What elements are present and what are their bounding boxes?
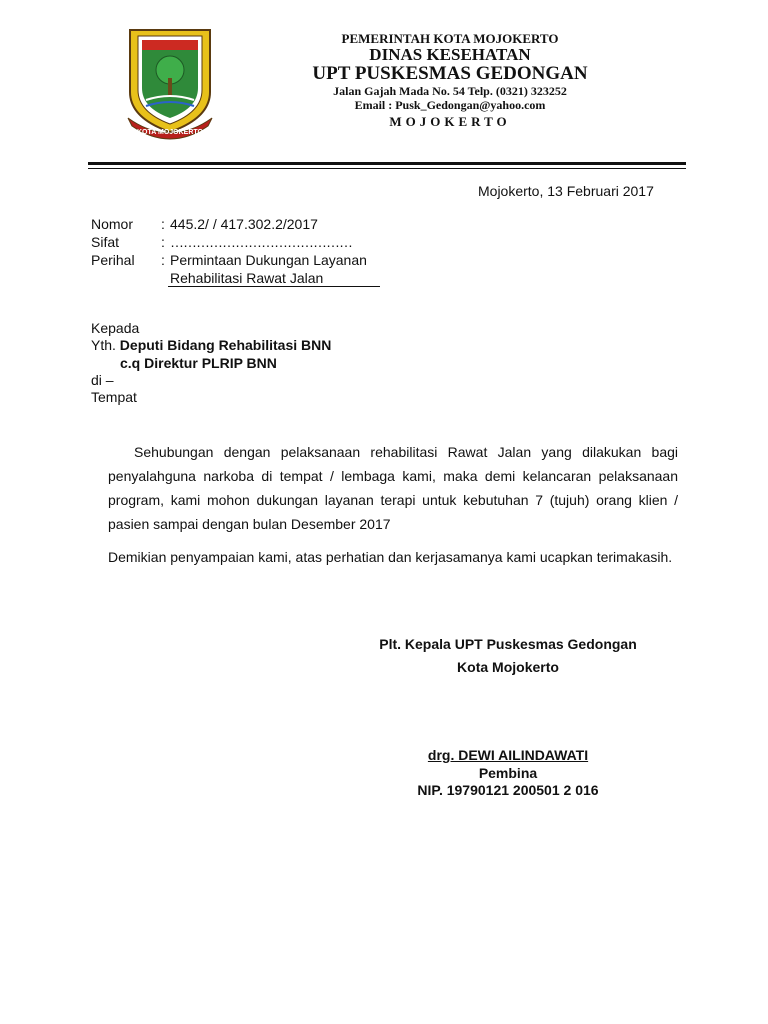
recipient-line: [91, 336, 331, 354]
sifat-value: ……………………………………: [170, 234, 352, 250]
nomor-label: Nomor: [91, 216, 134, 232]
signatory-name: drg. DEWI AILINDAWATI: [427, 747, 589, 763]
city-emblem-icon: [124, 26, 216, 142]
signature-position: Plt. Kepala UPT Puskesmas Gedongan: [379, 636, 637, 652]
recipient-cq: c.q Direktur PLRIP BNN: [120, 355, 277, 371]
letterhead-address: Jalan Gajah Mada No. 54 Telp. (0321) 323252: [333, 84, 567, 98]
nomor-value: 445.2/ / 417.302.2/2017: [170, 216, 318, 232]
signature-city: Kota Mojokerto: [457, 659, 559, 675]
sifat-label: Sifat: [91, 234, 120, 250]
letterhead-government: PEMERINTAH KOTA MOJOKERTO: [341, 31, 559, 46]
letterhead-department: DINAS KESEHATAN: [369, 45, 531, 64]
letter-date: Mojokerto, 13 Februari 2017: [478, 183, 654, 199]
body-paragraph-2: Demikian penyampaian kami, atas perhatian dan kerjasamanya kami ucapkan terimakasih.: [108, 549, 673, 565]
letterhead-unit: UPT PUSKESMAS GEDONGAN: [312, 63, 588, 84]
signature-nip: NIP. 19790121 200501 2 016: [417, 782, 599, 798]
nomor-colon: :: [161, 216, 165, 232]
yth-label: Yth.: [91, 337, 116, 353]
letterhead-city: MOJOKERTO: [389, 114, 511, 129]
di-label: di –: [91, 372, 114, 388]
signature-name: [340, 746, 676, 764]
perihal-value-line2: Rehabilitasi Rawat Jalan: [170, 270, 324, 286]
logo-text: KOTA MOJOKERTO: [137, 129, 203, 136]
perihal-value-line1: Permintaan Dukungan Layanan: [170, 252, 367, 268]
perihal-label: Perihal: [91, 252, 135, 268]
perihal-colon: :: [161, 252, 165, 268]
tempat-label: Tempat: [91, 389, 137, 405]
body-paragraph-1: Sehubungan dengan pelaksanaan rehabilitasi Rawat Jalan yang dilakukan bagi penyalahguna narkoba di tempat / lembaga kami, maka demi kelancaran pelaksanaan program, kami mohon dukungan layanan terapi untuk kebutuhan 7 (tujuh) orang klien / pasien sampai dengan bulan Desember 2017: [108, 444, 678, 532]
letterhead-divider-thin: [88, 168, 686, 169]
signature-rank: Pembina: [478, 765, 538, 781]
recipient-name: Deputi Bidang Rehabilitasi BNN: [119, 337, 332, 353]
sifat-colon: :: [161, 234, 165, 250]
perihal-underline: [168, 286, 380, 287]
kepada-label: Kepada: [91, 320, 140, 336]
letterhead-email: Email : Pusk_Gedongan@yahoo.com: [354, 98, 546, 112]
letterhead-divider-thick: [88, 162, 686, 165]
